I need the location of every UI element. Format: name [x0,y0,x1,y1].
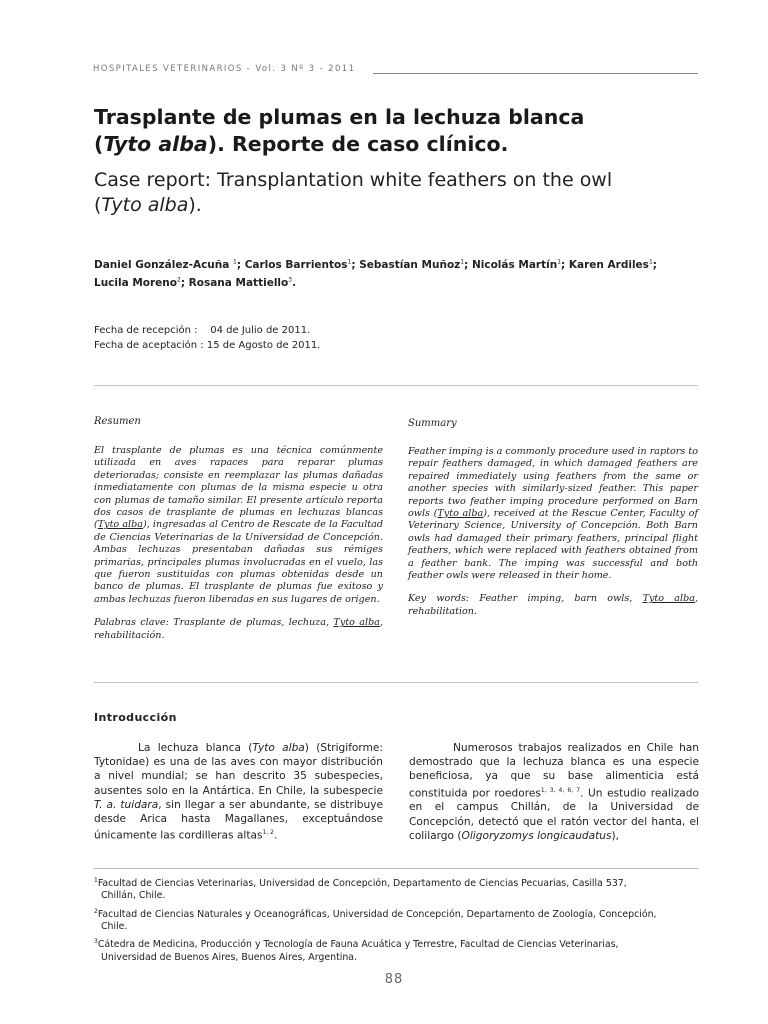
resumen-heading: Resumen [94,416,141,427]
title-english-line1: Case report: Transplantation white feathers on the owl [94,169,613,191]
title-spanish [94,104,704,158]
author-list [94,254,704,291]
running-head-rule [373,73,698,74]
title-english [94,168,704,218]
author: Lucila Moreno$^2$; [94,276,189,289]
affiliation-footnotes [94,875,698,967]
section-divider [94,682,698,683]
title-spanish-main: Trasplante de plumas en la lechuza blanca [94,105,585,129]
title-spanish-species: Tyto alba [103,132,208,156]
introduccion-left-column: La lechuza blanca (Tyto alba) (Strigiforme: Tytonidae) es una de las aves con mayor distribución a nivel mundial; se han descrito 35 subespecies, ausentes solo en la Antártica. En Chile, la subespecie T. a. tuidara, sin llegar a ser abundante, se distribuye desde Arica hasta Magallanes, exceptuándose únicamente las cordilleras altas$^{1, 2}$. [94,742,383,842]
section-divider [94,385,698,386]
title-english-paren-close: ). [188,194,202,216]
summary-heading: Summary [408,418,457,429]
title-spanish-paren: ( [94,132,104,156]
author: Sebastían Muñoz$^1$; [359,258,472,271]
accepted-date: Fecha de aceptación : 15 de Agosto de 2011. [94,340,321,351]
author: Carlos Barrientos$^1$; [244,258,360,271]
footnote-rule [94,868,698,869]
footnote: $^3$Cátedra de Medicina, Producción y Tecnología de Fauna Acuática y Terrestre, Facultad de Ciencias Veterinarias, Universidad de Buenos Aires, Buenos Aires, Argentina. [94,938,619,963]
title-english-paren-open: ( [94,194,102,216]
introduccion-right-column: Numerosos trabajos realizados en Chile han demostrado que la lechuza blanca es una especie beneficiosa, ya que su base alimenticia está constituida por roedores$^{1, 3, 4, 6, 7}$. Un estudio realizado en el campus Chillán, de la Universidad de Concepción, detectó que el ratón vector del hanta, el colilargo (Oligoryzomys longicaudatus), [409,742,699,842]
footnote: $^2$Facultad de Ciencias Naturales y Oceanográficas, Universidad de Concepción, Departamento de Zoología, Concepción, Chile. [94,907,657,933]
title-spanish-rest: ). Reporte de caso clínico. [207,132,509,156]
resumen-paragraph: El trasplante de plumas es una técnica comúnmente utilizada en aves rapaces para reparar plumas deterioradas; consiste en reemplazar las plumas dañadas inmediatamente con plumas de la misma especie u otra con plumas de tamaño similar. El presente artículo reporta dos casos de trasplante de plumas en lechuzas blancas (Tyto alba), ingresadas al Centro de Rescate de la Facultad de Ciencias Veterinarias de la Universidad de Concepción. Ambas lechuzas presentaban dañadas sus rémiges primarias, principales plumas involucradas en el vuelo, las que fueron sustituidas con plumas obtenidas desde un banco de plumas. El trasplante de plumas fue exitoso y ambas lechuzas fueron liberadas en sus lugares de origen. [94,445,383,605]
resumen-keywords: Palabras clave: Trasplante de plumas, lechuza, Tyto alba, rehabilitación. [94,617,383,641]
author: Nicolás Martín$^1$; [471,258,569,271]
footnote: $^1$Facultad de Ciencias Veterinarias, Universidad de Concepción, Departamento de Ciencias Pecuarias, Casilla 537, Chillán, Chile. [94,877,627,902]
summary-keywords: Key words: Feather imping, barn owls, Tyto alba, rehabilitation. [408,593,699,617]
summary-body [408,446,698,618]
introduccion-heading: Introducción [94,711,177,724]
author: Daniel González-Acuña $^1$; [94,258,245,271]
page-number: 88 [384,972,404,987]
submission-dates [94,323,320,353]
received-date: Fecha de recepción : 04 de Julio de 2011. [94,325,311,336]
running-head: HOSPITALES VETERINARIOS - Vol. 3 Nº 3 - 2011 [93,64,356,74]
author: Karen Ardiles$^1$; [568,258,657,271]
title-english-species: Tyto alba [101,194,189,216]
summary-paragraph: Feather imping is a commonly procedure used in raptors to repair feathers damaged, in which damaged feathers are repaired immediately using feathers from the same or another species with similarly-sized feather. This paper reports two feather imping procedure performed on Barn owls (Tyto alba), received at the Rescue Center, Faculty of Veterinary Science, University of Concepción. Both Barn owls had damaged their primary feathers, principal flight feathers, which were replaced with feathers obtained from a feather bank. The imping was successful and both feather owls were released in their home. [408,446,698,582]
author: Rosana Mattiello$^3$. [188,276,297,289]
resumen-body [94,445,383,642]
